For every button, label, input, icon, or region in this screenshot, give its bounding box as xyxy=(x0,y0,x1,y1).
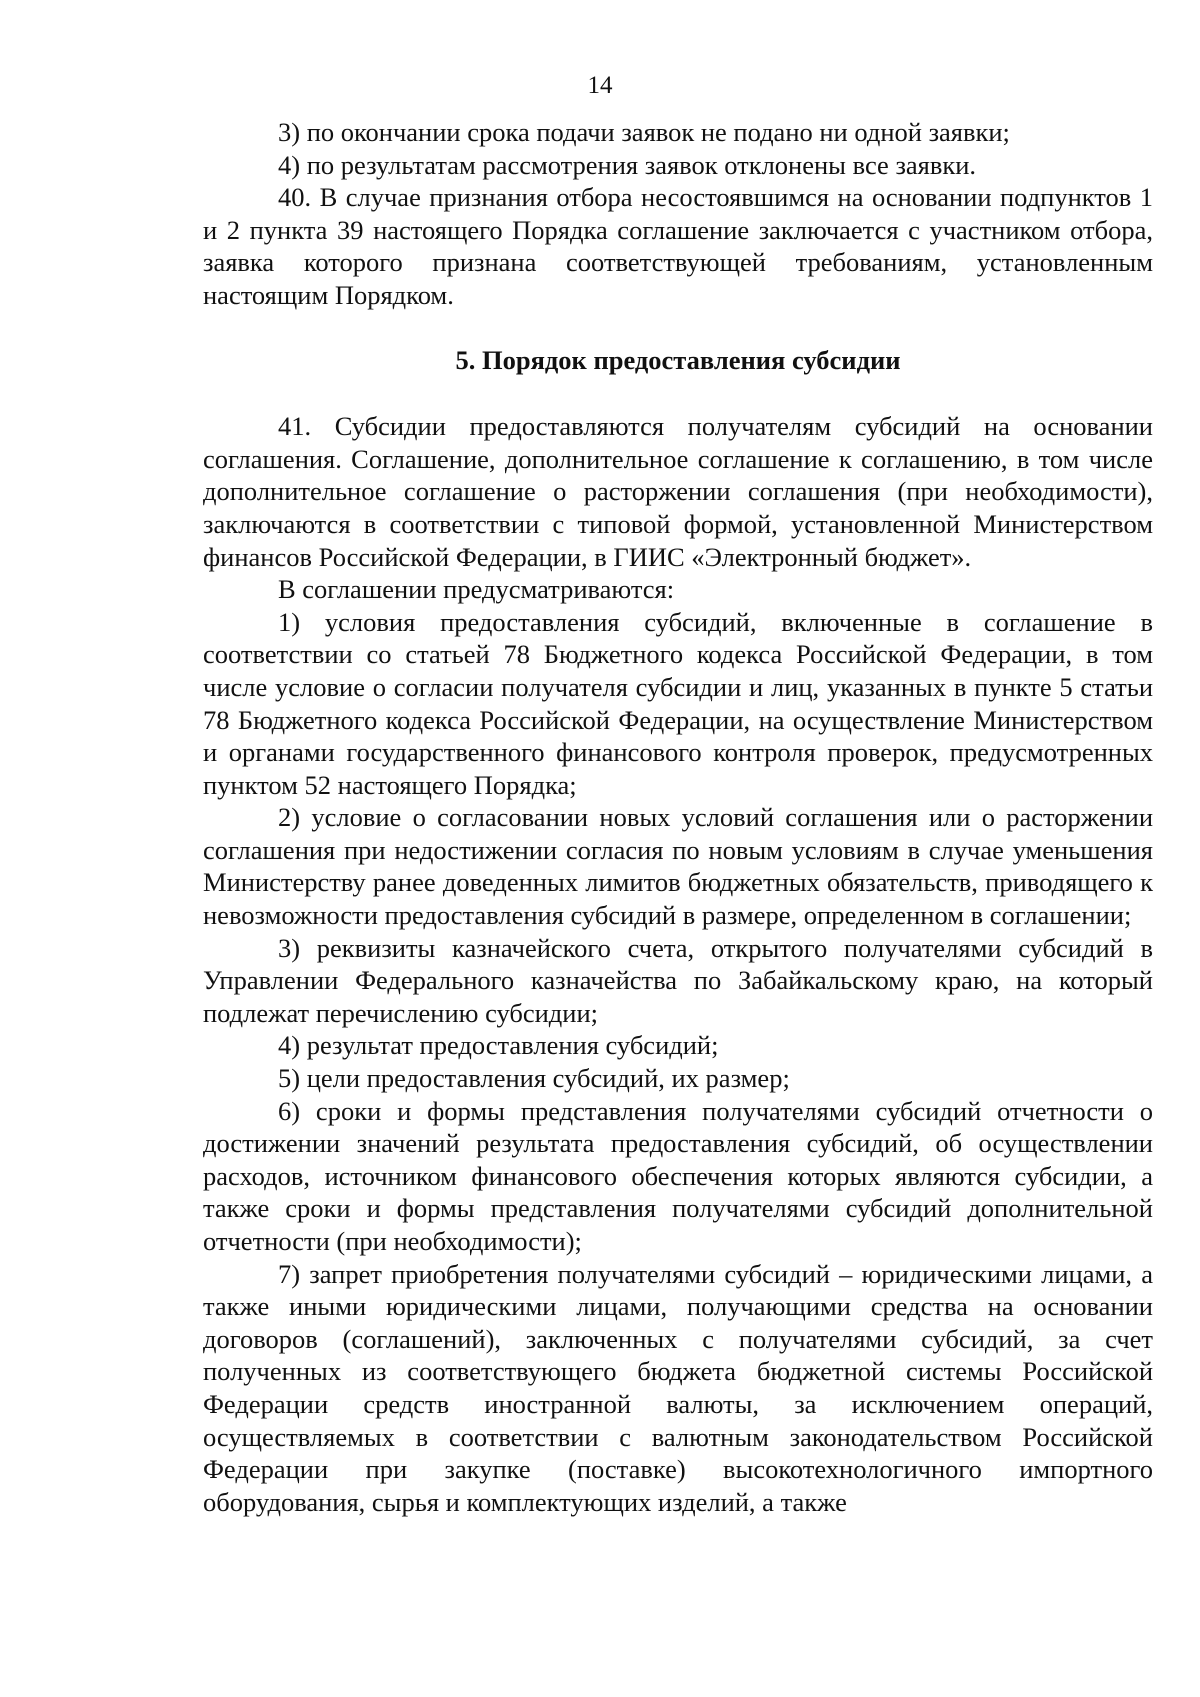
list-item-4: 4) результат предоставления субсидий; xyxy=(278,1030,719,1061)
list-item-2: 2) условие о согласовании новых условий соглашения или о расторжении соглашения при недостижении согласия по новым условиям в случае уменьшения Министерству ранее доведенных лимитов бюджетных обязательств, приводящего к невозможности предоставления субсидий в размере, определенном в соглашении; xyxy=(203,802,1153,931)
list-item-1: 1) условия предоставления субсидий, включенные в соглашение в соответствии со статьей 78 Бюджетного кодекса Российской Федерации, в том числе условие о согласии получателя субсидии и лиц, указанных в пункте 5 статьи 78 Бюджетного кодекса Российской Федерации, на осуществление Министерством и органами государственного финансового контроля проверок, предусмотренных пунктом 52 настоящего Порядка; xyxy=(203,606,1153,800)
section-heading: 5. Порядок предоставления субсидии xyxy=(455,344,901,375)
list-item-3: 3) реквизиты казначейского счета, открытого получателями субсидий в Управлении Федерального казначейства по Забайкальскому краю, на который подлежат перечислению субсидии; xyxy=(203,932,1153,1028)
list-item-7: 7) запрет приобретения получателями субсидий – юридическими лицами, а также иными юридическими лицами, получающими средства на основании договоров (соглашений), заключенных с получателями субсидий, за счет полученных из соответствующего бюджета бюджетной системы Российской Федерации средств иностранной валюты, за исключением операций, осуществляемых в соответствии с валютным законодательством Российской Федерации при закупке (поставке) высокотехнологичного импортного оборудования, сырья и комплектующих изделий, а также xyxy=(203,1258,1153,1517)
list-item-5: 5) цели предоставления субсидий, их размер; xyxy=(278,1063,790,1094)
document-body xyxy=(203,116,1153,1518)
page-number: 14 xyxy=(587,72,613,99)
paragraph-agreement-intro: В соглашении предусматриваются: xyxy=(278,574,675,605)
paragraph-item-4: 4) по результатам рассмотрения заявок отклонены все заявки. xyxy=(278,149,977,180)
paragraph-40: 40. В случае признания отбора несостоявшимся на основании подпунктов 1 и 2 пункта 39 настоящего Порядка соглашение заключается с участником отбора, заявка которого признана соответствующей требованиям, установленным настоящим Порядком. xyxy=(203,182,1153,310)
list-item-6: 6) сроки и формы представления получателями субсидий отчетности о достижении значений результата предоставления субсидий, об осуществлении расходов, источником финансового обеспечения которых являются субсидии, а также сроки и формы представления получателями субсидий дополнительной отчетности (при необходимости); xyxy=(203,1095,1153,1256)
paragraph-41: 41. Субсидии предоставляются получателям субсидий на основании соглашения. Соглашение, дополнительное соглашение к соглашению, в том числе дополнительное соглашение о расторжении соглашения (при необходимости), заключаются в соответствии с типовой формой, установленной Министерством финансов Российской Федерации, в ГИИС «Электронный бюджет». xyxy=(203,411,1153,572)
paragraph-item-3: 3) по окончании срока подачи заявок не подано ни одной заявки; xyxy=(278,117,1010,147)
